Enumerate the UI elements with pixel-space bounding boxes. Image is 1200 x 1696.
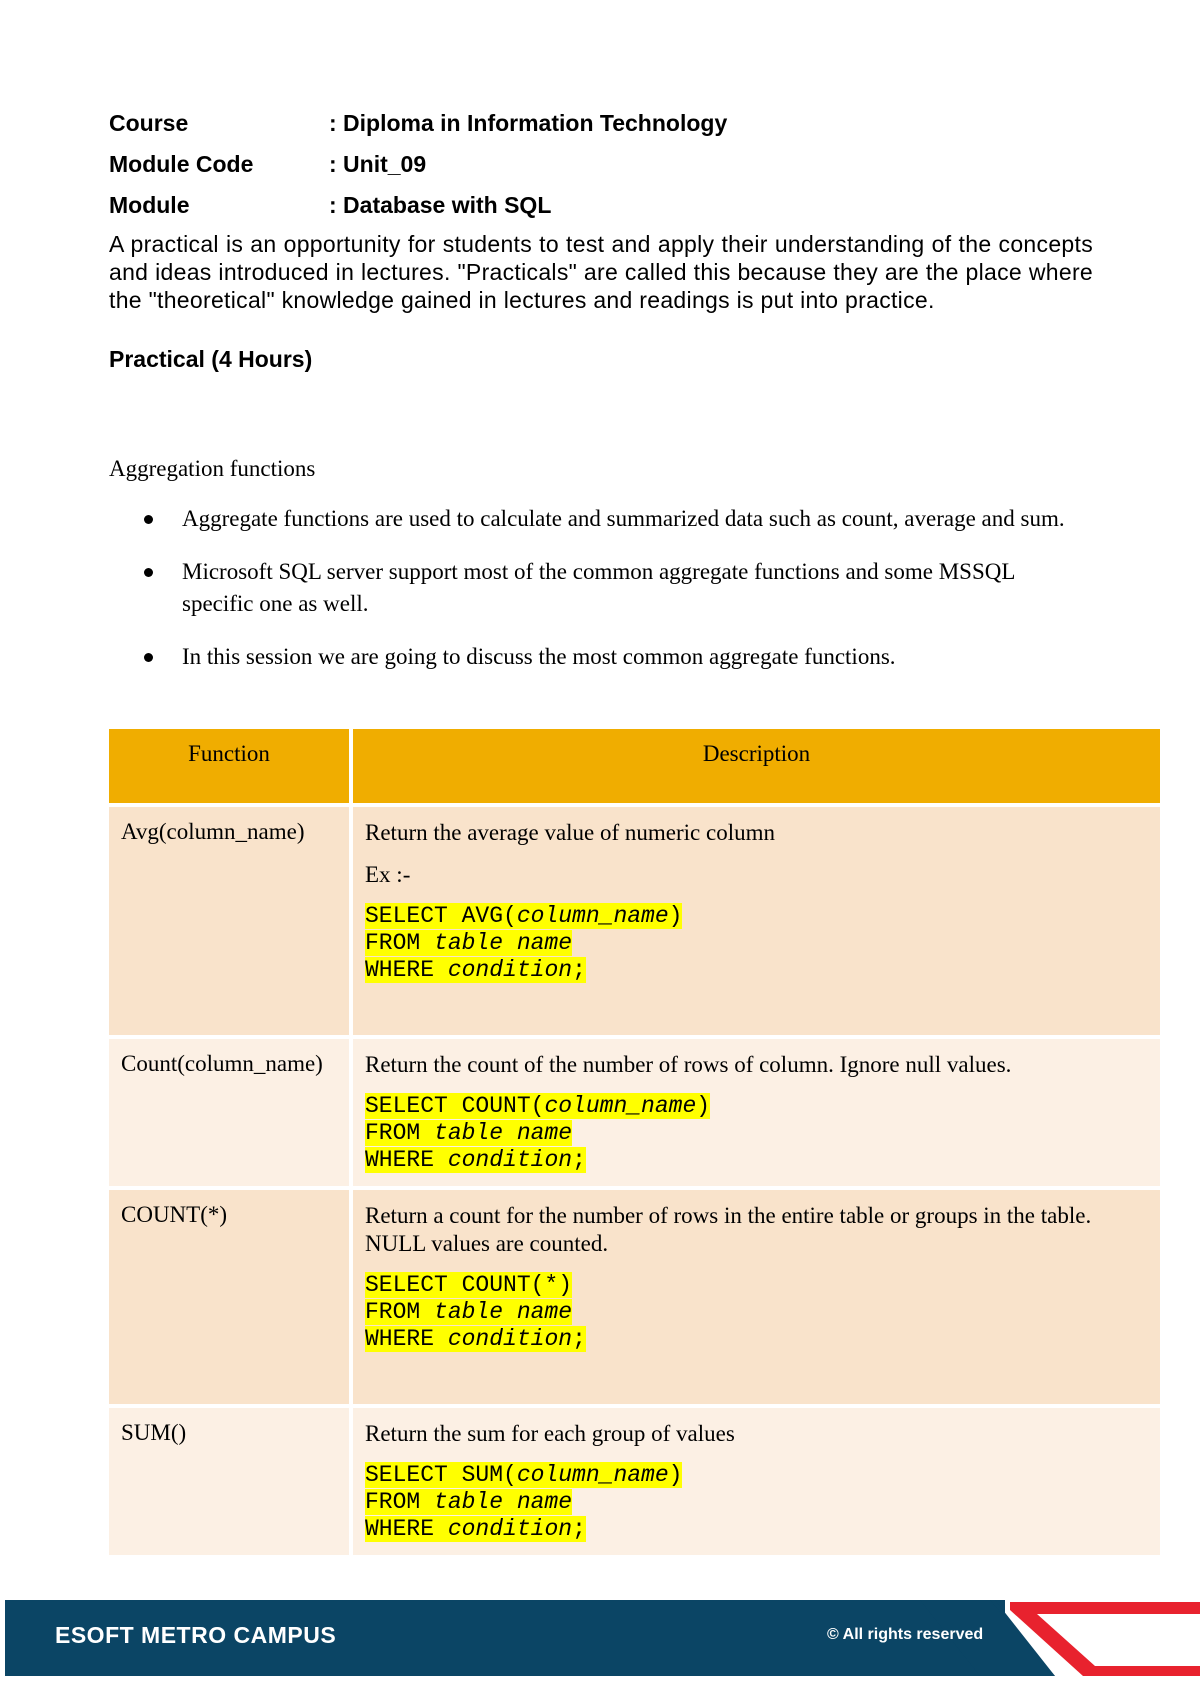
list-item	[109, 503, 1069, 535]
practical-title: Practical (4 Hours)	[109, 346, 313, 372]
code-text: SELECT COUNT(*)	[365, 1272, 573, 1298]
course-value: : Diploma in Information Technology	[329, 110, 728, 136]
function-cell: Count(column_name)	[109, 1039, 349, 1186]
code-text: column_name	[516, 903, 669, 929]
section-title: Aggregation functions	[109, 456, 316, 481]
code-text: )	[668, 903, 683, 929]
bullet-list	[109, 503, 1069, 694]
code-text: FROM	[365, 1120, 435, 1146]
code-text: ;	[572, 1516, 586, 1542]
code-text: table name	[434, 1120, 573, 1146]
code-text: ;	[572, 1147, 586, 1173]
intro-paragraph: A practical is an opportunity for students to test and apply their understanding of the concepts and ideas introduced in lectures. "Practicals" are called this because they are the place where the "theoretical" knowledge gained in lectures and readings is put into practice.	[109, 231, 1093, 313]
code-text: ;	[572, 1326, 586, 1352]
sql-code	[365, 1093, 1148, 1174]
module-code-label: Module Code	[109, 151, 254, 177]
description-text: Return the average value of numeric column	[365, 820, 776, 845]
code-text: FROM	[365, 1489, 435, 1515]
code-text: SELECT SUM(	[365, 1462, 517, 1488]
description-text: Return the count of the number of rows of column. Ignore null values.	[365, 1052, 1012, 1077]
code-text: table name	[434, 1299, 573, 1325]
course-info	[109, 103, 727, 226]
list-item-text: In this session we are going to discuss the most common aggregate functions.	[182, 644, 896, 669]
description-cell	[353, 1408, 1160, 1555]
list-item-text: Aggregate functions are used to calculate and summarized data such as count, average and sum.	[182, 506, 1065, 531]
list-item	[109, 641, 1069, 673]
brand-name: ESOFT METRO CAMPUS	[55, 1622, 337, 1648]
module-code-value: : Unit_09	[329, 151, 427, 177]
code-text: )	[696, 1093, 711, 1119]
list-item-text: Microsoft SQL server support most of the common aggregate functions and some MSSQL specific one as well.	[182, 559, 1015, 616]
function-cell: Avg(column_name)	[109, 807, 349, 1035]
course-label: Course	[109, 110, 189, 136]
sql-code	[365, 1272, 1148, 1353]
description-cell	[353, 1039, 1160, 1186]
module-code-row	[109, 144, 727, 185]
code-text: condition	[447, 1147, 573, 1173]
course-row	[109, 103, 727, 144]
code-text: condition	[447, 1326, 573, 1352]
module-row	[109, 185, 727, 226]
table-row	[109, 1190, 1160, 1404]
function-cell: SUM()	[109, 1408, 349, 1555]
sql-code	[365, 1462, 1148, 1543]
aggregate-functions-table	[105, 725, 1164, 1559]
list-item	[109, 556, 1069, 620]
column-header-function: Function	[109, 729, 349, 803]
code-text: WHERE	[365, 1147, 448, 1173]
copyright-text: © All rights reserved	[827, 1626, 984, 1643]
table-row	[109, 1408, 1160, 1555]
code-text: WHERE	[365, 957, 448, 983]
code-text: )	[668, 1462, 683, 1488]
code-text: SELECT AVG(	[365, 903, 517, 929]
code-text: SELECT COUNT(	[365, 1093, 545, 1119]
bullet-icon	[144, 515, 153, 524]
bullet-icon	[144, 568, 153, 577]
code-text: condition	[447, 957, 573, 983]
code-text: condition	[447, 1516, 573, 1542]
module-value: : Database with SQL	[329, 192, 552, 218]
code-text: column_name	[544, 1093, 697, 1119]
sql-code	[365, 903, 1148, 984]
code-text: FROM	[365, 930, 435, 956]
table-row	[109, 1039, 1160, 1186]
description-text: Return a count for the number of rows in the entire table or groups in the table. NULL values are counted.	[365, 1203, 1092, 1256]
table-header-row	[109, 729, 1160, 803]
code-text: WHERE	[365, 1516, 448, 1542]
code-text: WHERE	[365, 1326, 448, 1352]
table-row	[109, 807, 1160, 1035]
module-label: Module	[109, 192, 190, 218]
code-text: table name	[434, 1489, 573, 1515]
code-text: ;	[572, 957, 586, 983]
code-text: FROM	[365, 1299, 435, 1325]
example-label: Ex :-	[365, 862, 411, 887]
page-footer	[5, 1600, 1200, 1676]
function-cell: COUNT(*)	[109, 1190, 349, 1404]
code-text: table name	[434, 930, 573, 956]
column-header-description: Description	[353, 729, 1160, 803]
description-cell	[353, 1190, 1160, 1404]
description-text: Return the sum for each group of values	[365, 1421, 735, 1446]
description-cell	[353, 807, 1160, 1035]
bullet-icon	[144, 653, 153, 662]
code-text: column_name	[516, 1462, 669, 1488]
